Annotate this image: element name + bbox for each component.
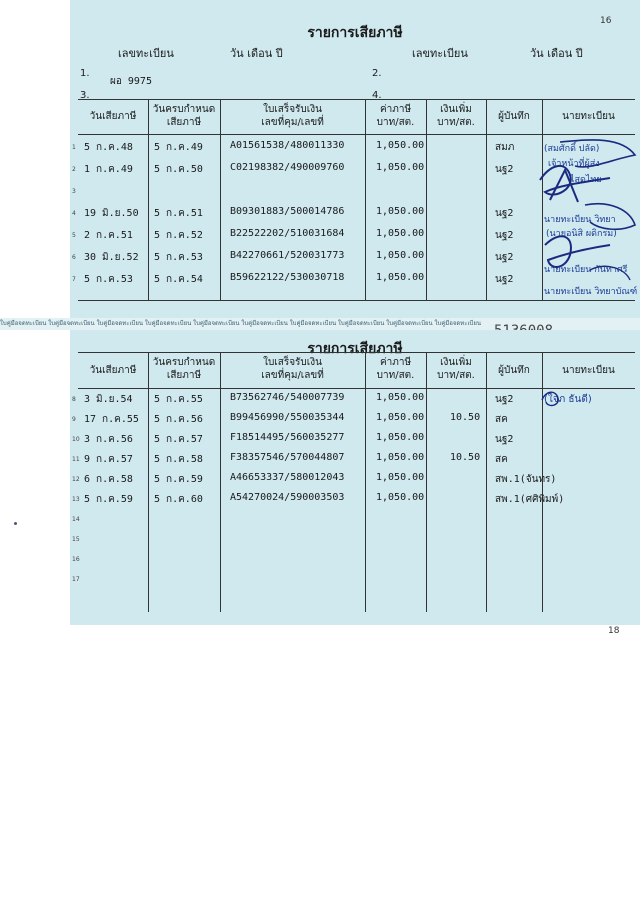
registrar-signature-bottom — [536, 386, 596, 410]
row-10-rec: นฐ2 — [495, 434, 514, 445]
row-6-paid: 30 มิ.ย.52 — [84, 252, 139, 263]
col2-sep-2 — [220, 352, 221, 612]
row-2-paid: 1 ก.ค.49 — [84, 164, 133, 175]
col2-sep-5 — [486, 352, 487, 612]
table-top-border — [78, 99, 635, 100]
row-1-rec: สมภ — [495, 142, 515, 153]
col-sep-4 — [426, 99, 427, 300]
row-10-n: 10 — [72, 436, 80, 443]
page-number-bottom: 18 — [608, 626, 620, 636]
row-8-due: 5 ก.ค.55 — [154, 394, 203, 405]
row-12-tax: 1,050.00 — [376, 472, 425, 483]
col2-header-receipt-l2: เลขที่คุม/เลขที่ — [261, 370, 324, 381]
col-header-extra-l1: เงินเพิ่ม — [440, 104, 472, 115]
col-header-receipt-l1: ใบเสร็จรับเงิน — [263, 104, 322, 115]
header-date-label-1: วัน เดือน ปี — [230, 47, 283, 60]
row-2-n: 2 — [72, 166, 76, 173]
row-9-receipt: B99456990/550035344 — [230, 412, 345, 423]
col-header-due — [148, 103, 220, 129]
col-header-extra — [426, 103, 486, 129]
row-5-n: 5 — [72, 232, 76, 239]
row-13-tax: 1,050.00 — [376, 492, 425, 503]
col2-header-receipt-l1: ใบเสร็จรับเงิน — [263, 357, 322, 368]
col2-header-paid: วันเสียภาษี — [89, 365, 137, 376]
col2-header-extra-l1: เงินเพิ่ม — [440, 357, 472, 368]
col-header-registrar: นายทะเบียน — [562, 111, 615, 122]
row-2-due: 5 ก.ค.50 — [154, 164, 203, 175]
row-11-due: 5 ก.ค.58 — [154, 454, 203, 465]
row-14-n: 14 — [72, 516, 80, 523]
col2-header-due — [148, 356, 220, 382]
row-13-rec: สพ.1(ศศิพิมพ์) — [495, 494, 565, 505]
row-6-receipt: B42270661/520031773 — [230, 250, 345, 261]
row-9-n: 9 — [72, 416, 76, 423]
stamp-text-1: (สมศักดิ์ ปลัด) — [544, 144, 600, 154]
row-5-due: 5 ก.ค.52 — [154, 230, 203, 241]
row-9-extra: 10.50 — [450, 412, 481, 423]
col-header-tax-l2: บาท/สต. — [376, 117, 415, 128]
stamp-text-7: นายทะเบียน วิทยาบัณฑ์ — [544, 287, 638, 297]
header-row-2: 2. — [372, 68, 382, 79]
plate-value: ผอ 9975 — [110, 76, 152, 87]
row-12-due: 5 ก.ค.59 — [154, 474, 203, 485]
row-3-n: 3 — [72, 188, 76, 195]
stamp-text-3: ไสดไทย — [570, 175, 602, 185]
row-11-extra: 10.50 — [450, 452, 481, 463]
row-1-paid: 5 ก.ค.48 — [84, 142, 133, 153]
row-15-n: 15 — [72, 536, 80, 543]
row-11-receipt: F38357546/570044807 — [230, 452, 345, 463]
row-9-rec: สค — [495, 414, 508, 425]
header-row-3: 3. — [80, 90, 90, 101]
row-5-paid: 2 ก.ค.51 — [84, 230, 133, 241]
col-header-tax — [365, 103, 426, 129]
row-4-paid: 19 มิ.ย.50 — [84, 208, 139, 219]
row-7-tax: 1,050.00 — [376, 272, 425, 283]
row-6-rec: นฐ2 — [495, 252, 514, 263]
row-9-paid: 17 ก.ค.55 — [84, 414, 139, 425]
row-4-receipt: B09301883/500014786 — [230, 206, 345, 217]
col2-sep-3 — [365, 352, 366, 612]
row-10-receipt: F18514495/560035277 — [230, 432, 345, 443]
row-12-paid: 6 ก.ค.58 — [84, 474, 133, 485]
row-8-rec: นฐ2 — [495, 394, 514, 405]
stamp-text-5: (นายอนิสิ ผดิกรม) — [546, 229, 617, 239]
row-10-tax: 1,050.00 — [376, 432, 425, 443]
col2-header-registrar: นายทะเบียน — [562, 365, 615, 376]
col2-header-due-l2: เสียภาษี — [166, 370, 202, 381]
row-11-n: 11 — [72, 456, 80, 463]
col-sep-2 — [220, 99, 221, 300]
row-11-rec: สค — [495, 454, 508, 465]
row-7-paid: 5 ก.ค.53 — [84, 274, 133, 285]
header-plate-label-2: เลขทะเบียน — [412, 47, 468, 60]
col2-sep-4 — [426, 352, 427, 612]
col2-sep-1 — [148, 352, 149, 612]
row-4-tax: 1,050.00 — [376, 206, 425, 217]
col2-header-receipt — [220, 356, 365, 382]
section-title-top: รายการเสียภาษี — [307, 25, 403, 41]
col-header-extra-l2: บาท/สต. — [437, 117, 475, 128]
row-1-receipt: A01561538/480011330 — [230, 140, 345, 151]
row-1-n: 1 — [72, 144, 76, 151]
row-8-tax: 1,050.00 — [376, 392, 425, 403]
scan-speck — [14, 522, 17, 525]
row-7-receipt: B59622122/530030718 — [230, 272, 345, 283]
col2-header-extra-l2: บาท/สต. — [437, 370, 475, 381]
row-8-paid: 3 มิ.ย.54 — [84, 394, 133, 405]
row-5-rec: นฐ2 — [495, 230, 514, 241]
row-1-due: 5 ก.ค.49 — [154, 142, 203, 153]
col-header-due-l1: วันครบกำหนด — [152, 104, 216, 115]
row-12-rec: สพ.1(จันทร) — [495, 474, 557, 485]
stamp-text-2: เจ้าหน้าที่ผู้ส่ง — [548, 159, 600, 169]
row-6-due: 5 ก.ค.53 — [154, 252, 203, 263]
col-header-receipt — [220, 103, 365, 129]
col2-header-extra — [426, 356, 486, 382]
registrar-signatures — [490, 130, 640, 310]
col2-header-tax-l1: ค่าภาษี — [379, 357, 412, 368]
row-2-receipt: C02198382/490009760 — [230, 162, 345, 173]
header-plate-label-1: เลขทะเบียน — [118, 47, 174, 60]
stamp-text-8: (ใจภ ธันดี) — [544, 394, 592, 405]
row-4-n: 4 — [72, 210, 76, 217]
row-9-due: 5 ก.ค.56 — [154, 414, 203, 425]
row-11-paid: 9 ก.ค.57 — [84, 454, 133, 465]
col-header-paid: วันเสียภาษี — [89, 111, 137, 122]
col-sep-3 — [365, 99, 366, 300]
row-13-receipt: A54270024/590003503 — [230, 492, 345, 503]
row-5-receipt: B22522202/510031684 — [230, 228, 345, 239]
row-9-tax: 1,050.00 — [376, 412, 425, 423]
row-2-rec: นฐ2 — [495, 164, 514, 175]
stamp-text-4: นายทะเบียน วิทยา — [544, 215, 616, 225]
col-sep-5 — [486, 99, 487, 300]
row-7-due: 5 ก.ค.54 — [154, 274, 203, 285]
row-8-n: 8 — [72, 396, 76, 403]
page-number-top: 16 — [600, 16, 612, 26]
row-17-n: 17 — [72, 576, 80, 583]
row-16-n: 16 — [72, 556, 80, 563]
row-12-n: 12 — [72, 476, 80, 483]
header-row-1: 1. — [80, 68, 90, 79]
row-13-due: 5 ก.ค.60 — [154, 494, 203, 505]
row-8-receipt: B73562746/540007739 — [230, 392, 345, 403]
row-7-rec: นฐ2 — [495, 274, 514, 285]
row-13-n: 13 — [72, 496, 80, 503]
row-1-tax: 1,050.00 — [376, 140, 425, 151]
col-header-due-l2: เสียภาษี — [166, 117, 202, 128]
table2-top-border — [78, 352, 635, 353]
section-title-bottom: รายการเสียภาษี — [307, 341, 403, 357]
row-4-due: 5 ก.ค.51 — [154, 208, 203, 219]
row-12-receipt: A46653337/580012043 — [230, 472, 345, 483]
col-header-tax-l1: ค่าภาษี — [379, 104, 412, 115]
col-header-recorder: ผู้บันทึก — [498, 111, 530, 122]
header-row-4: 4. — [372, 90, 382, 101]
tax-record-sheet-top — [70, 0, 640, 320]
row-10-paid: 3 ก.ค.56 — [84, 434, 133, 445]
strip-text: ใบคู่มือจดทะเบียน ใบคู่มือจดทะเบียน ใบคู่มือจดทะเบียน ใบคู่มือจดทะเบียน ใบคู่มือจดทะเบียน ใบคู่มือจดทะเบียน ใบคู่มือจดทะเบียน ใบคู่มือจดทะเบียน ใบคู่มือจดทะเบียน ใบคู่มือจดทะเบียน — [0, 320, 481, 327]
col-header-receipt-l2: เลขที่คุม/เลขที่ — [261, 117, 324, 128]
col2-header-due-l1: วันครบกำหนด — [152, 357, 216, 368]
tax-record-sheet-bottom — [70, 330, 640, 636]
row-11-tax: 1,050.00 — [376, 452, 425, 463]
row-7-n: 7 — [72, 276, 76, 283]
header-date-label-2: วัน เดือน ปี — [530, 47, 583, 60]
row-2-tax: 1,050.00 — [376, 162, 425, 173]
row-6-n: 6 — [72, 254, 76, 261]
row-4-rec: นฐ2 — [495, 208, 514, 219]
row-5-tax: 1,050.00 — [376, 228, 425, 239]
stamp-text-6: นายทะเบียน กันทาศรี — [544, 265, 628, 275]
row-6-tax: 1,050.00 — [376, 250, 425, 261]
col2-header-recorder: ผู้บันทึก — [498, 365, 530, 376]
row-13-paid: 5 ก.ค.59 — [84, 494, 133, 505]
col2-header-tax — [365, 356, 426, 382]
row-10-due: 5 ก.ค.57 — [154, 434, 203, 445]
col-sep-1 — [148, 99, 149, 300]
col2-header-tax-l2: บาท/สต. — [376, 370, 415, 381]
